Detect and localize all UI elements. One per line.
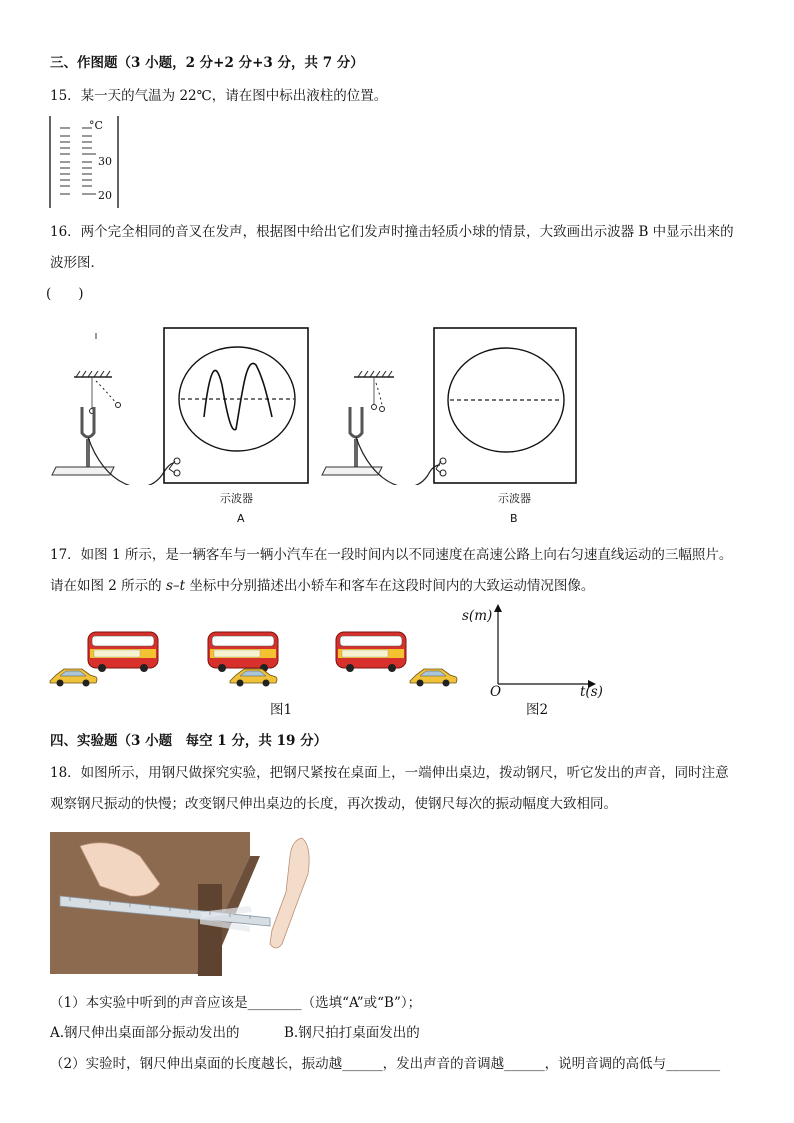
question-16-bracket: ( ) [46, 286, 84, 302]
thermometer-unit: °C [89, 119, 103, 132]
oscilloscope-a-letter: A [237, 512, 245, 525]
axis-x-label-text: t(s) [580, 684, 603, 700]
ruler-experiment-illustration [50, 826, 340, 976]
question-16-line-1: 16．两个完全相同的音叉在发声，根据图中给出它们发声时撞击轻质小球的情景，大致画出示波器 B 中显示出来的 [50, 224, 734, 240]
question-16-line-2: 波形图． [50, 255, 104, 271]
oscilloscope-b-name: 示波器 [498, 492, 531, 505]
axis-y-label-text: s(m) [462, 608, 493, 624]
question-17-variable: s–t [165, 578, 186, 594]
thermometer-label-20: 20 [98, 189, 112, 202]
question-18-part-2: （2）实验时，钢尺伸出桌面的长度越长，振动越______，发出声音的音调越______，说明音调的高低与________ [50, 1056, 721, 1072]
oscilloscope-a-name: 示波器 [220, 492, 253, 505]
figure-2-st-axes [460, 600, 610, 700]
origin-label [490, 682, 501, 702]
question-17-line-2-post: 坐标中分别描述出小轿车和客车在这段时间内的大致运动情况图像。 [185, 578, 595, 594]
question-18-option-a: A.钢尺伸出桌面部分振动发出的 [50, 1025, 240, 1041]
question-17-line-2-pre: 请在如图 2 所示的 [50, 578, 166, 594]
question-18-line-1: 18．如图所示，用钢尺做探究实验，把钢尺紧按在桌面上，一端伸出桌边，拨动钢尺，听它发出的声音，同时注意 [50, 765, 729, 781]
oscilloscope-b-letter: B [510, 512, 518, 525]
question-17-line-2 [50, 576, 594, 596]
figure-2-caption: 图2 [526, 702, 549, 718]
origin-label-text: O [490, 684, 502, 700]
thermometer-scale [48, 114, 128, 210]
axis-x-label [580, 682, 603, 702]
question-15-text: 15．某一天的气温为 22℃，请在图中标出液柱的位置。 [50, 88, 388, 104]
section-3-title: 三、作图题（3 小题，2 分+2 分+3 分，共 7 分） [50, 55, 364, 71]
figure-1-photos [46, 625, 466, 695]
question-17-line-1: 17．如图 1 所示，是一辆客车与一辆小汽车在一段时间内以不同速度在高速公路上向右匀速直线运动的三幅照片。 [50, 547, 733, 563]
oscilloscope-figure-b [316, 325, 584, 505]
figure-1-caption: 图1 [270, 702, 293, 718]
section-4-title: 四、实验题（3 小题 每空 1 分，共 19 分） [50, 733, 328, 749]
thermometer-label-30: 30 [98, 155, 112, 168]
question-18-option-b: B.钢尺拍打桌面发出的 [284, 1025, 420, 1041]
question-18-line-2: 观察钢尺振动的快慢；改变钢尺伸出桌边的长度，再次拨动，使钢尺每次的振动幅度大致相同。 [50, 796, 617, 812]
axis-y-label [462, 606, 492, 626]
question-18-part-1: （1）本实验中听到的声音应该是________（选填“A”或“B”）； [50, 995, 422, 1011]
oscilloscope-figure-a [44, 325, 312, 505]
